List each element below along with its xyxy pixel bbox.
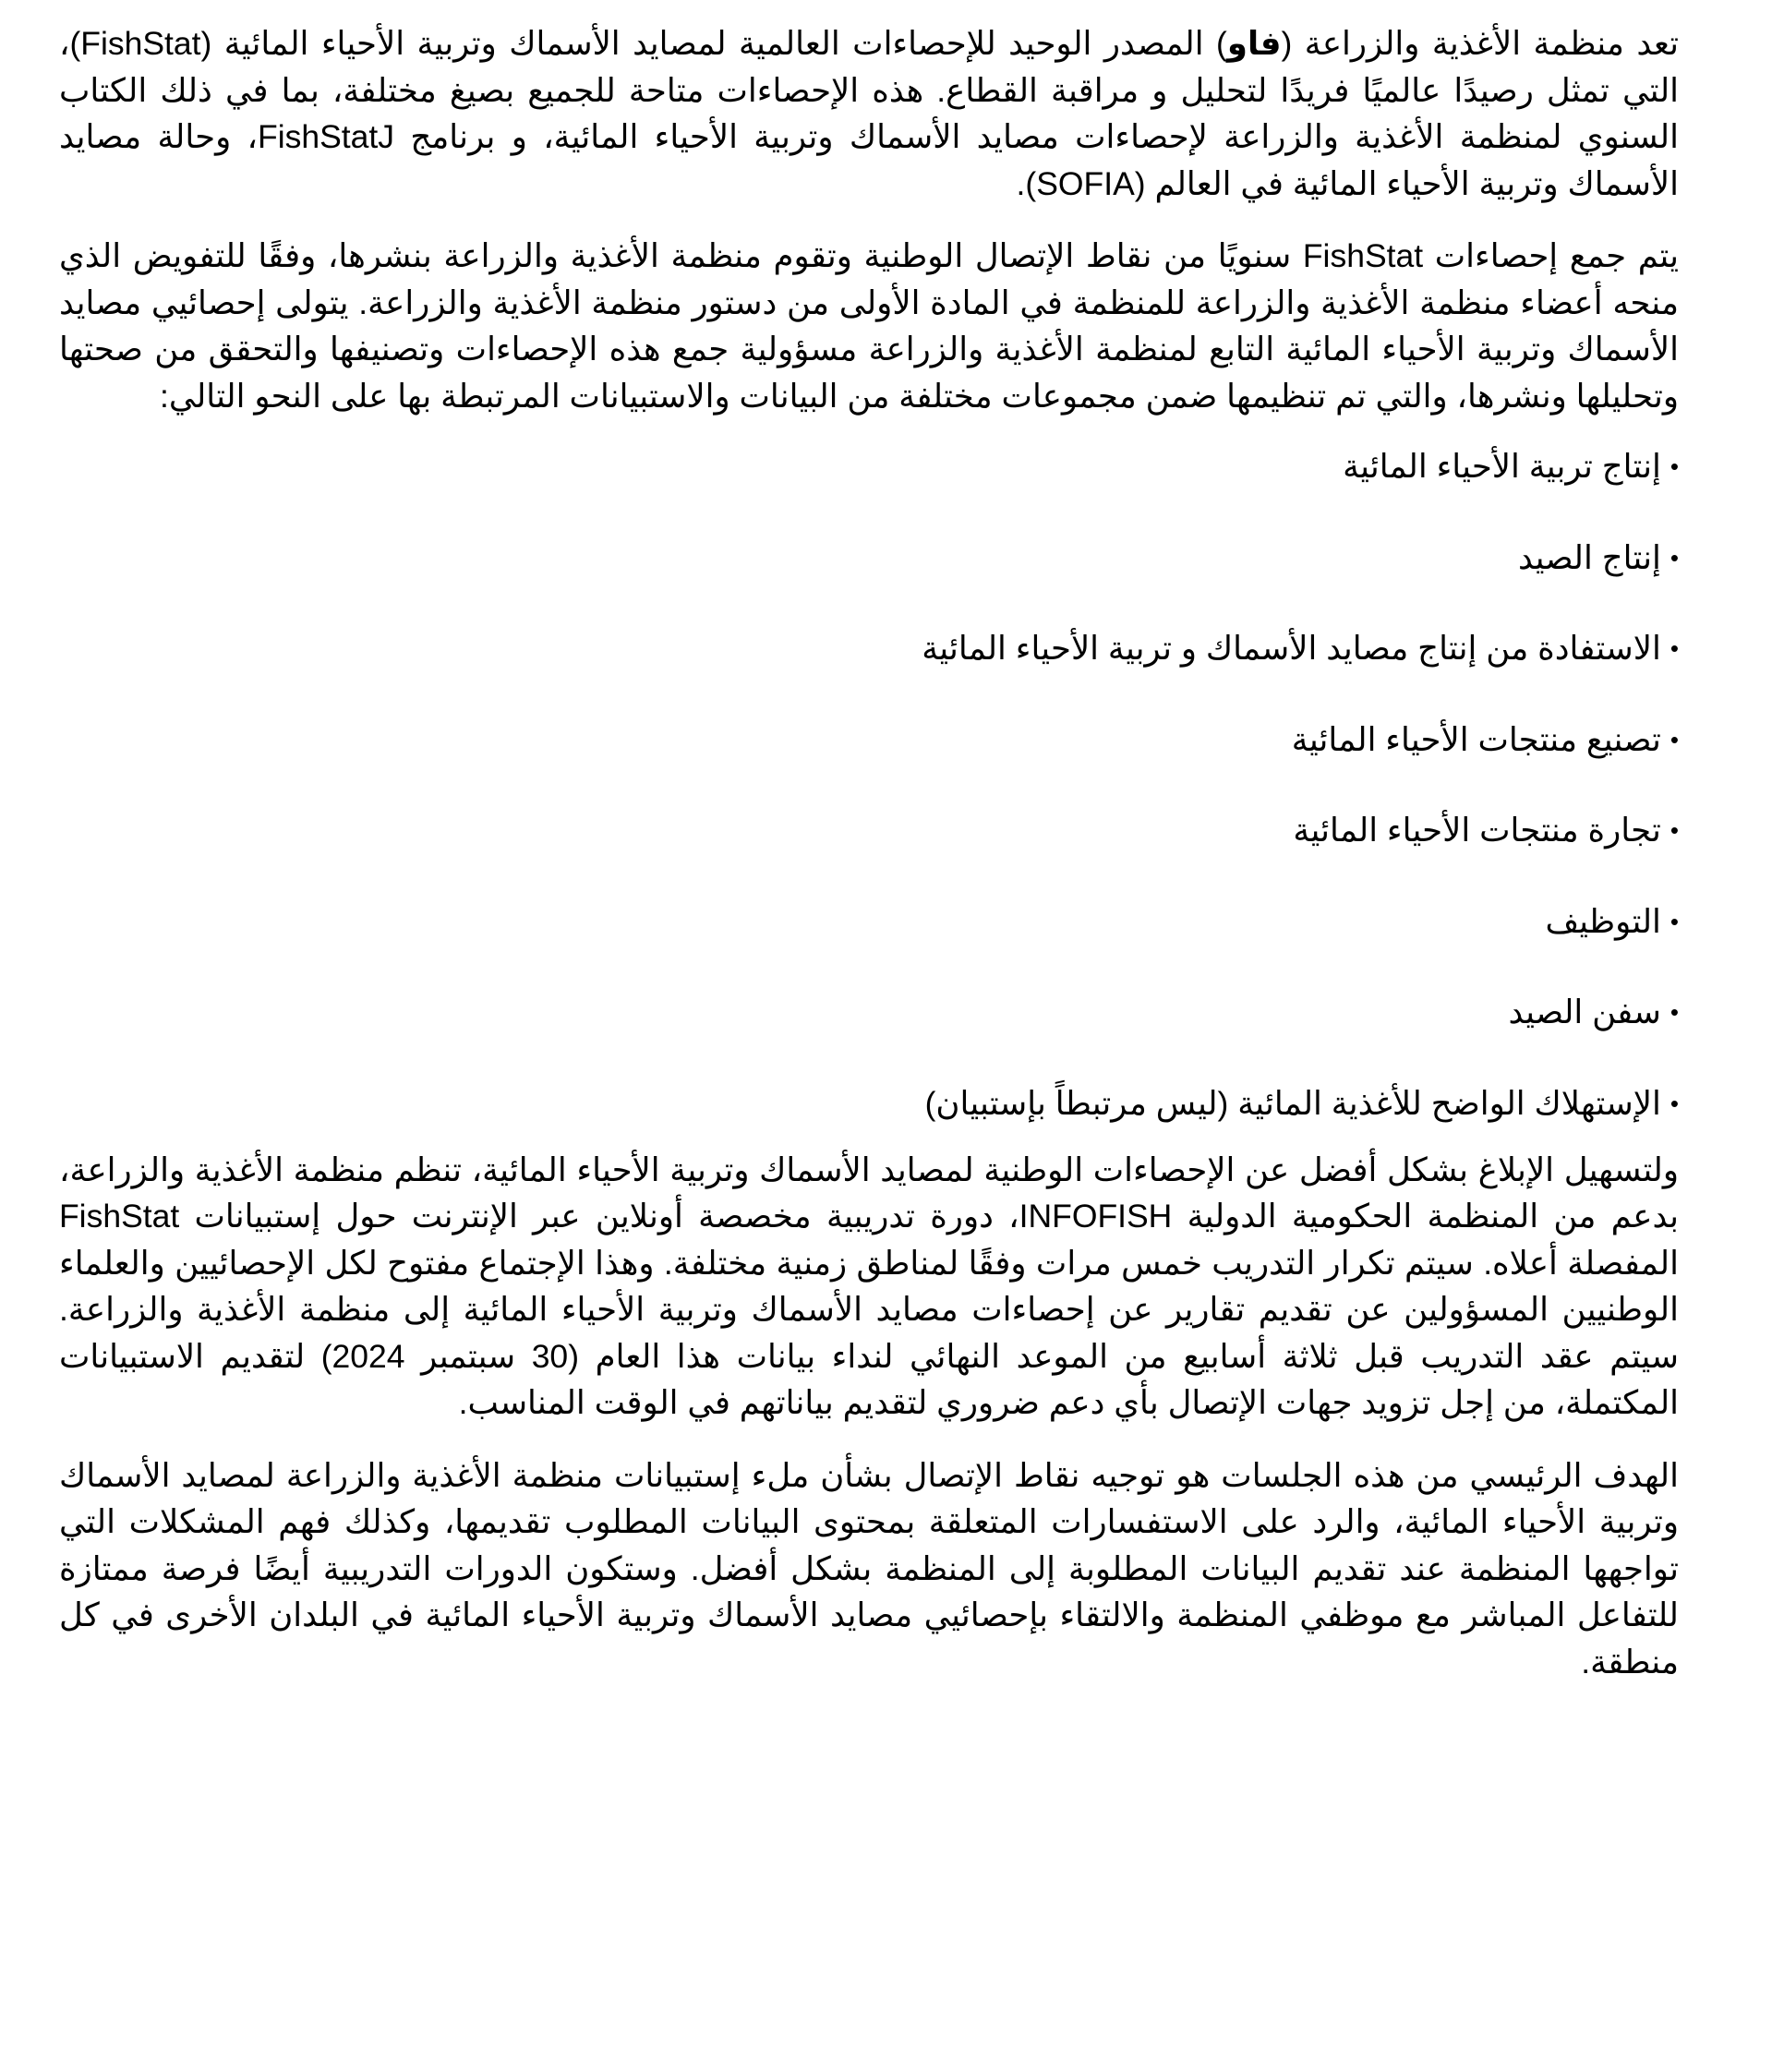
list-item-text: تجارة منتجات الأحياء المائية: [1293, 812, 1661, 849]
bullet-icon: •: [1670, 907, 1679, 935]
intro-text-start: تعد منظمة الأغذية والزراعة (: [1281, 25, 1679, 62]
list-item-text: التوظيف: [1545, 902, 1661, 940]
bullet-icon: •: [1670, 543, 1679, 572]
list-item-text: إنتاج تربية الأحياء المائية: [1343, 448, 1661, 485]
bullet-icon: •: [1670, 816, 1679, 844]
list-item-text: الإستهلاك الواضح للأغذية المائية (ليس مرتبطاً بإستبيان): [924, 1084, 1661, 1122]
list-item: [59, 535, 1679, 626]
document-page: [59, 20, 1679, 1685]
bullet-icon: •: [1670, 452, 1679, 480]
list-item-text: إنتاج الصيد: [1518, 538, 1661, 576]
bullet-icon: •: [1670, 725, 1679, 753]
bullet-icon: •: [1670, 998, 1679, 1026]
list-item-text: الاستفادة من إنتاج مصايد الأسماك و تربية الأحياء المائية: [922, 630, 1661, 667]
bullet-icon: •: [1670, 1089, 1679, 1117]
bullet-icon: •: [1670, 634, 1679, 662]
list-item-text: تصنيع منتجات الأحياء المائية: [1291, 720, 1661, 758]
list-item: [59, 1080, 1679, 1126]
objective-paragraph: الهدف الرئيسي من هذه الجلسات هو توجيه نقاط الإتصال بشأن ملء إستبيانات منظمة الأغذية والزراعة لمصايد الأسماك وتربية الأحياء المائية، والرد على الاستفسارات المتعلقة بمحتوى البيانات المطلوب تقديمها، وكذلك فهم المشكلات التي تواجهها المنظمة عند تقديم البيانات المطلوبة إلى المنظمة بشكل أفضل. وستكون الدورات التدريبية أيضًا فرصة ممتازة للتفاعل المباشر مع موظفي المنظمة والالتقاء بإحصائيي مصايد الأسماك وتربية الأحياء المائية في البلدان الأخرى في كل منطقة.: [59, 1456, 1679, 1680]
collection-paragraph: يتم جمع إحصاءات FishStat سنويًا من نقاط الإتصال الوطنية وتقوم منظمة الأغذية والزراعة بنشرها، وفقًا للتفويض الذي منحه أعضاء منظمة الأغذية والزراعة للمنظمة في المادة الأولى من دستور منظمة الأغذية والزراعة. يتولى إحصائيي مصايد الأسماك وتربية الأحياء المائية التابع لمنظمة الأغذية والزراعة مسؤولية جمع هذه الإحصاءات وتصنيفها والتحقق من صحتها وتحليلها ونشرها، والتي تم تنظيمها ضمن مجموعات مختلفة من البيانات والاستبيانات المرتبطة بها على النحو التالي:: [59, 237, 1679, 415]
intro-text-end: ) المصدر الوحيد للإحصاءات العالمية لمصايد الأسماك وتربية الأحياء المائية (FishStat)، التي تمثل رصيدًا عالميًا فريدًا لتحليل و مراقبة القطاع. هذه الإحصاءات متاحة للجميع بصيغ مختلفة، بما في ذلك الكتاب السنوي لمنظمة الأغذية والزراعة لإحصاءات مصايد الأسماك وتربية الأحياء المائية، و برنامج FishStatJ، وحالة مصايد الأسماك وتربية الأحياء المائية في العالم (SOFIA).: [59, 25, 1679, 202]
list-item: [59, 989, 1679, 1080]
list-item: [59, 443, 1679, 535]
list-item-text: سفن الصيد: [1508, 994, 1661, 1030]
fao-bold-abbreviation: فاو: [1226, 25, 1282, 62]
training-paragraph: ولتسهيل الإبلاغ بشكل أفضل عن الإحصاءات الوطنية لمصايد الأسماك وتربية الأحياء المائية، تنظم منظمة الأغذية والزراعة، بدعم من المنظمة الحكومية الدولية INFOFISH، دورة تدريبية مخصصة أونلاين عبر الإنترنت حول إستبيانات FishStat المفصلة أعلاه. سيتم تكرار التدريب خمس مرات وفقًا لمناطق زمنية مختلفة. وهذا الإجتماع مفتوح لكل الإحصائيين والعلماء الوطنيين المسؤولين عن تقديم تقارير عن إحصاءات مصايد الأسماك وتربية الأحياء المائية إلى منظمة الأغذية والزراعة. سيتم عقد التدريب قبل ثلاثة أسابيع من الموعد النهائي لنداء بيانات هذا العام (30 سبتمبر 2024) لتقديم الاستبيانات المكتملة، من إجل تزويد جهات الإتصال بأي دعم ضروري لتقديم بياناتهم في الوقت المناسب.: [59, 1150, 1679, 1421]
intro-paragraph: [59, 20, 1679, 207]
list-item: [59, 717, 1679, 808]
dataset-bullet-list: [59, 443, 1679, 1126]
list-item: [59, 898, 1679, 990]
list-item: [59, 625, 1679, 717]
list-item: [59, 807, 1679, 898]
